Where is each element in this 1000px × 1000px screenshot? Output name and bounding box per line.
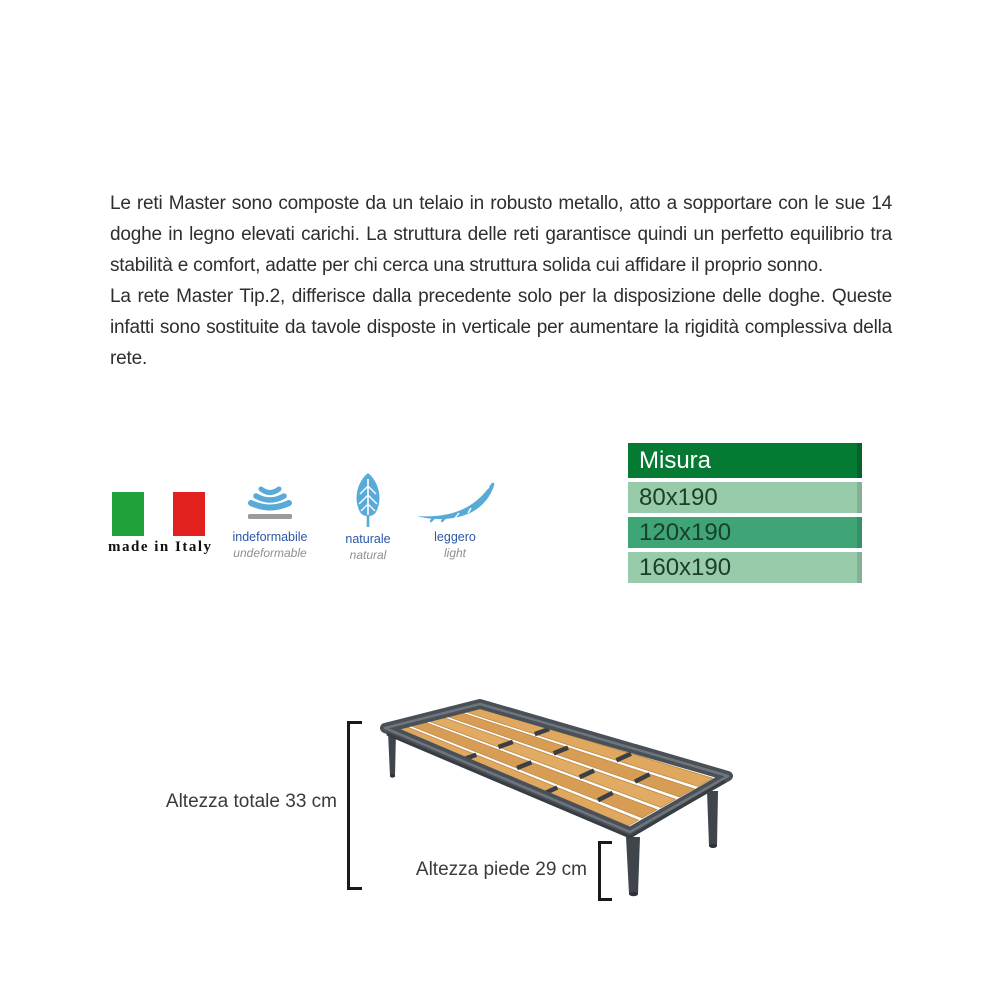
springs-icon bbox=[215, 480, 325, 524]
product-description bbox=[110, 188, 892, 374]
feature-label: naturale bbox=[345, 532, 391, 546]
total-height-bracket bbox=[347, 721, 362, 890]
description-paragraph-2: La rete Master Tip.2, differisce dalla precedente solo per la disposizione delle doghe. Queste infatti sono sostituite da tavole disposte in verticale per aumentare la rigidità complessiva della rete. bbox=[110, 286, 892, 369]
made-in-italy-badge bbox=[108, 492, 213, 556]
total-height-label: Altezza totale 33 cm bbox=[165, 791, 337, 812]
made-in-italy-label: made in Italy bbox=[108, 539, 213, 555]
flag-red-stripe bbox=[173, 492, 205, 536]
feature-leggero bbox=[400, 480, 510, 560]
feature-sublabel: undeformable bbox=[233, 546, 307, 560]
foot-height-label: Altezza piede 29 cm bbox=[415, 859, 587, 880]
feather-icon bbox=[400, 480, 510, 524]
foot-height-bracket bbox=[598, 841, 612, 901]
feature-sublabel: natural bbox=[349, 548, 387, 562]
flag-green-stripe bbox=[112, 492, 144, 536]
feature-sublabel: light bbox=[443, 546, 466, 560]
bed-base-image bbox=[340, 685, 760, 925]
italian-flag-icon bbox=[112, 492, 205, 536]
size-table-header: Misura bbox=[628, 443, 862, 478]
size-row-80x190: 80x190 bbox=[628, 482, 862, 513]
flag-white-stripe bbox=[144, 492, 173, 536]
size-row-160x190: 160x190 bbox=[628, 552, 862, 583]
feature-indeformabile bbox=[215, 480, 325, 560]
feature-label: leggero bbox=[434, 530, 476, 544]
size-table bbox=[628, 443, 862, 587]
size-row-120x190: 120x190 bbox=[628, 517, 862, 548]
feature-label: indeformabile bbox=[232, 530, 308, 544]
description-paragraph-1: Le reti Master sono composte da un telaio in robusto metallo, atto a sopportare con le sue 14 doghe in legno elevati carichi. La struttura delle reti garantisce quindi un perfetto equilibrio tra stabilità e comfort, adatte per chi cerca una struttura solida cui affidare il proprio sonno. bbox=[110, 193, 892, 276]
